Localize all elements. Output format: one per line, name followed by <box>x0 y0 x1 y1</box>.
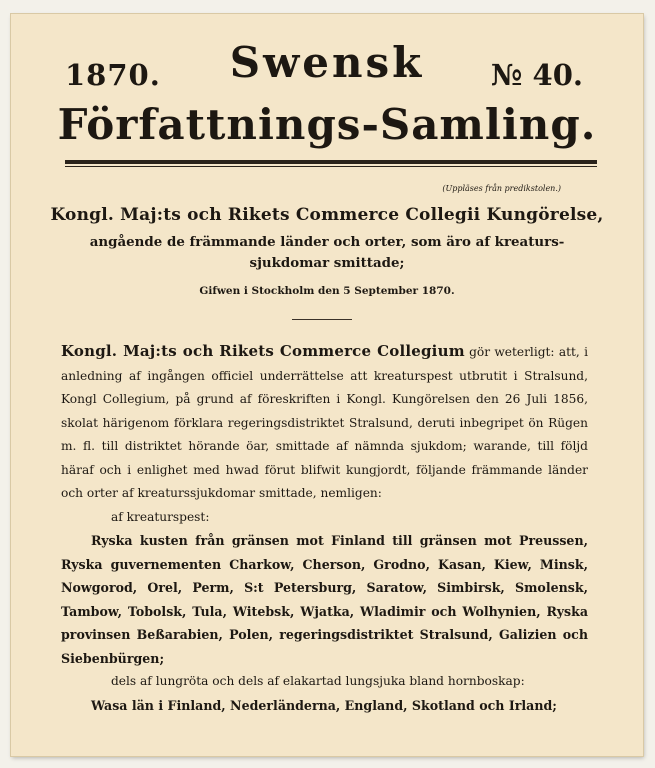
given-date: Gifwen i Stockholm den 5 September 1870. <box>199 285 455 297</box>
paragraph-text: gör weterligt: att, i anledning af ingången officiel underrättelse att kreaturspest utbrutit i Stralsund, Kongl Collegium, på grund af föreskriften i Kongl. Kungörelsen den 26 Juli 1856, skolat härigenom förklara regeringsdistriktet Stralsund, deruti inbegripet ön Rügen m. fl. till distriktet hörande öar, smittade af nämnda sjukdom; warande, till följd häraf och i enlighet med hwad förut blifwit kungjordt, följande främmande länder och orter af kreaturssjukdomar smittade, nemligen: <box>61 345 588 500</box>
decree-subtitle-1: angående de främmande länder och orter, som äro af kreaturs- <box>89 234 565 250</box>
issue-number: № 40. <box>490 58 583 92</box>
masthead-bottom: Författnings-Samling. <box>57 100 597 149</box>
decree-body <box>61 340 588 717</box>
decree-title: Kongl. Maj:ts och Rikets Commerce Collegii Kungörelse, <box>50 205 604 225</box>
subheading-lungsjuka: dels af lungröta och dels af elakartad lungsjuka bland hornboskap: <box>111 674 525 688</box>
year: 1870. <box>65 58 161 92</box>
lead-phrase: Kongl. Maj:ts och Rikets Commerce Collegium <box>61 342 465 360</box>
masthead-rule-thin <box>65 166 597 167</box>
paragraph-main <box>61 340 588 506</box>
masthead <box>11 14 643 174</box>
masthead-top: Swensk <box>229 38 425 87</box>
list-pest: Ryska kusten från gränsen mot Finland till gränsen mot Preussen, Ryska guvernementen Charkow, Cherson, Grodno, Kasan, Kiew, Minsk, Nowgorod, Orel, Perm, S:t Petersburg, Saratow, Simbirsk, Smolensk, Tambow, Tobolsk, Tula, Witebsk, Wjatka, Wladimir och Wolhynien, Ryska provinsen Beßarabien, Polen, regeringsdistriktet Stralsund, Galizien och Siebenbürgen; <box>61 533 588 666</box>
subheading-pest: af kreaturspest: <box>111 509 210 524</box>
list-lungsjuka: Wasa län i Finland, Nederländerna, England, Skotland och Irland; <box>91 697 557 713</box>
separator <box>292 319 352 320</box>
decree-subtitle-2: sjukdomar smittade; <box>249 255 405 271</box>
reading-note: (Uppläses från predikstolen.) <box>442 184 561 193</box>
document-page <box>11 14 643 756</box>
masthead-rule-thick <box>65 160 597 164</box>
